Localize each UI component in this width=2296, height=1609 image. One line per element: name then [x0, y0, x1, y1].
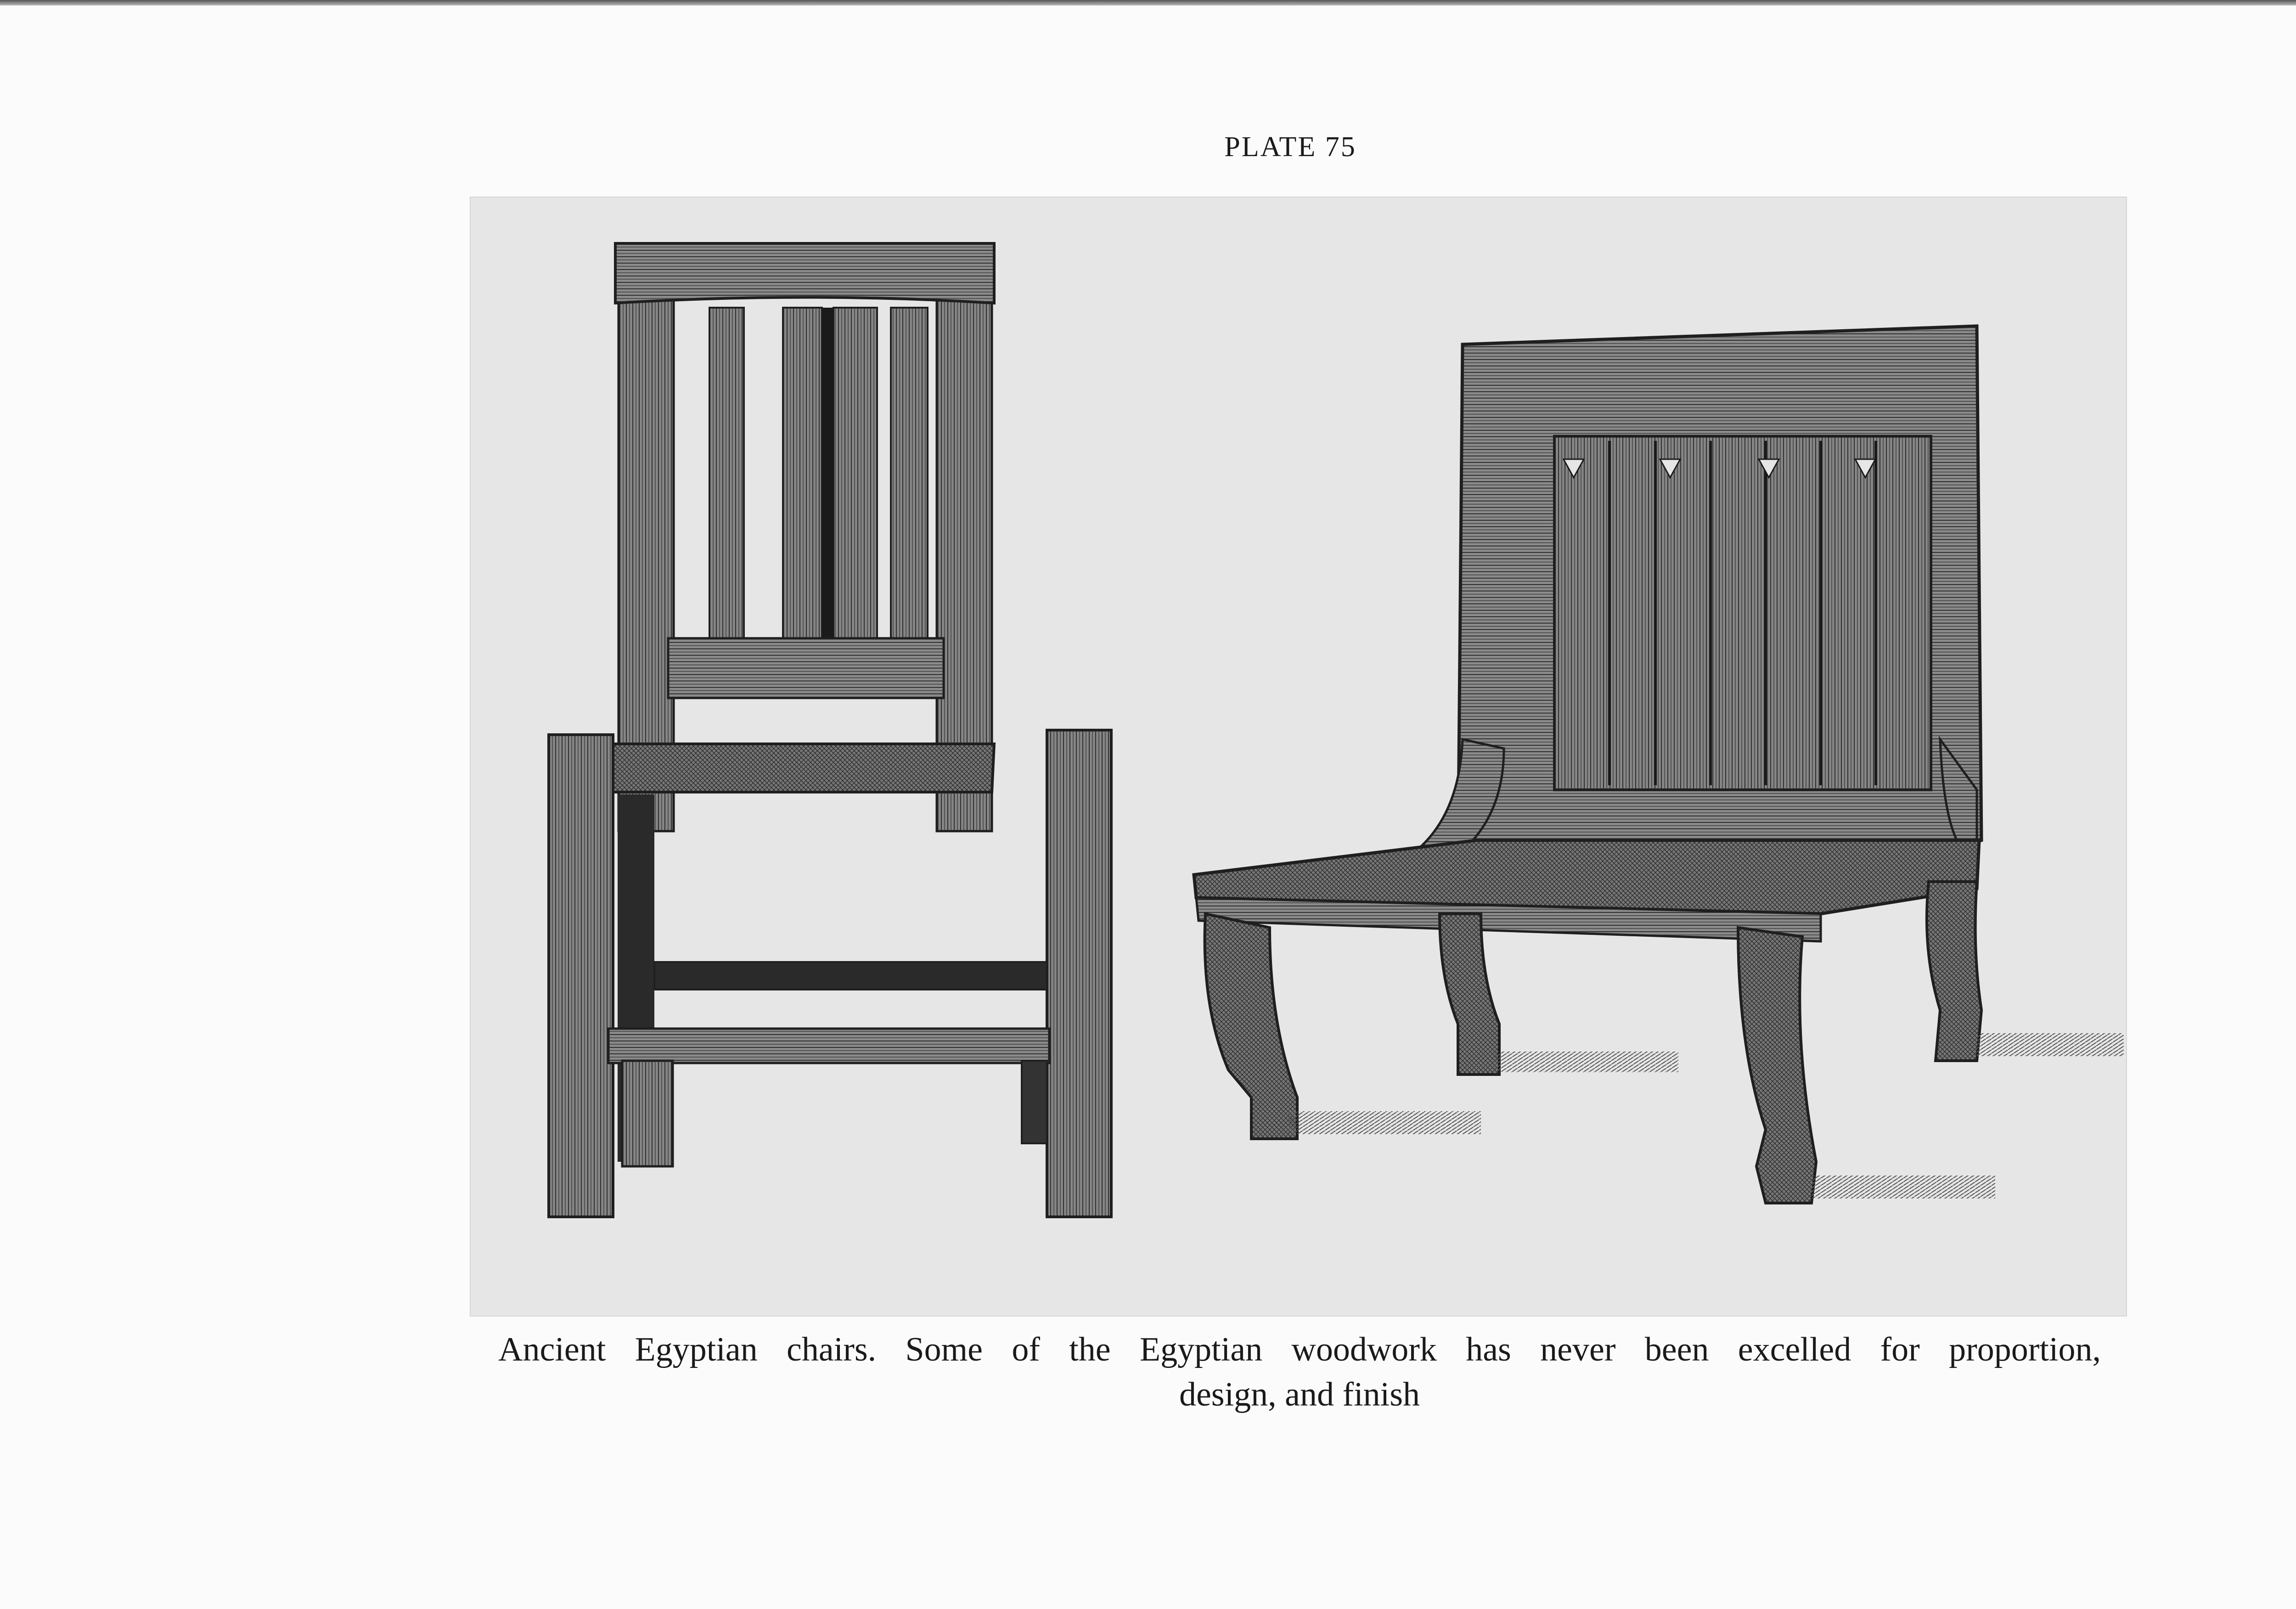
- chair-left: [549, 243, 1111, 1217]
- page-top-edge: [0, 0, 2296, 6]
- chair-right: [1194, 326, 2124, 1203]
- caption-line-2: design, and finish: [1179, 1376, 1420, 1413]
- caption-line-1: Ancient Egyptian chairs. Some of the Egyptian woodwork has never been excelled for proportion,: [498, 1331, 2101, 1368]
- chairs-engraving: [471, 197, 2126, 1316]
- plate-label: PLATE 75: [1224, 131, 1356, 163]
- figure-caption: [498, 1327, 2101, 1417]
- illustration-plate: [471, 197, 2126, 1316]
